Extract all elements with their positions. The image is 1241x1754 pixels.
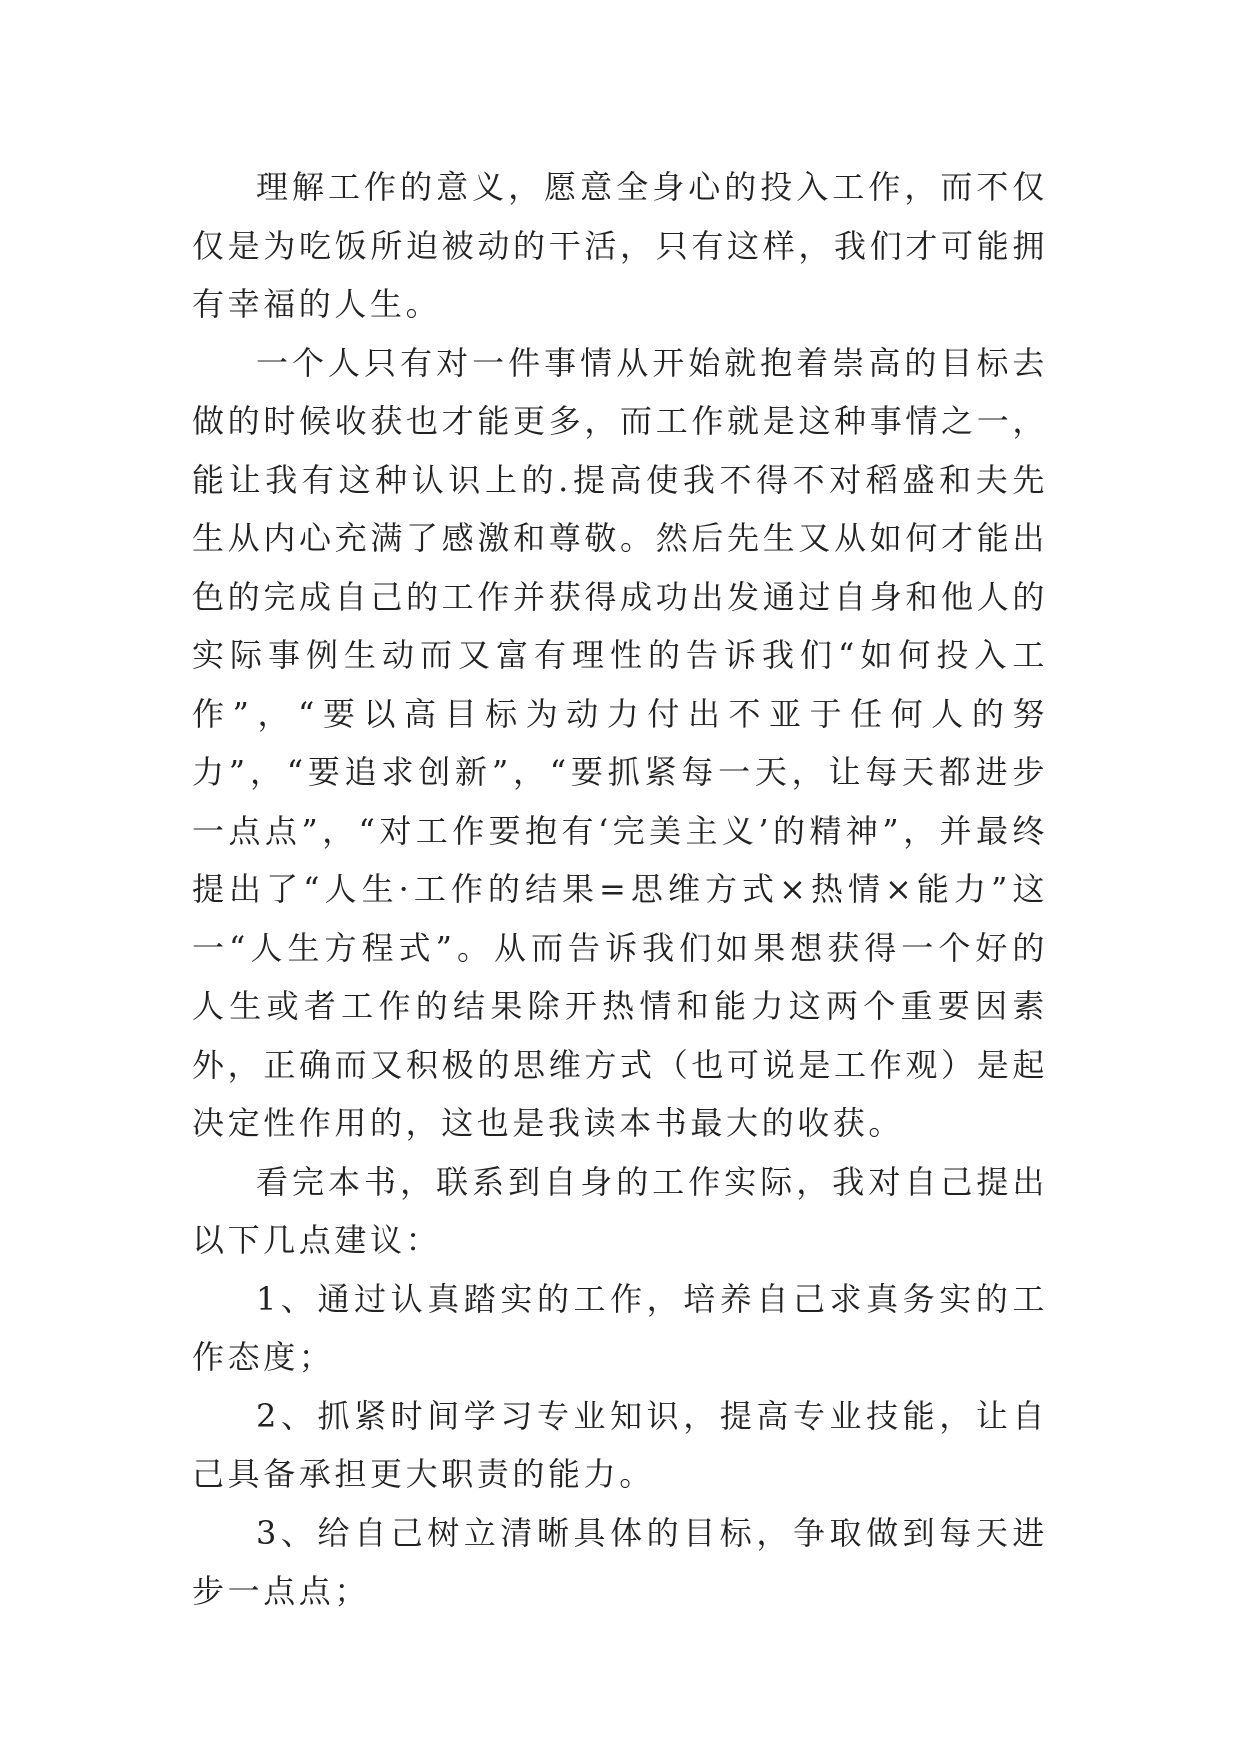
document-body	[192, 158, 1048, 1621]
paragraph-work-meaning: 理解工作的意义，愿意全身心的投入工作，而不仅仅是为吃饭所迫被动的干活，只有这样，我们才可能拥有幸福的人生。	[192, 168, 1048, 323]
paragraph-book-reflection: 一个人只有对一件事情从开始就抱着崇高的目标去做的时候收获也才能更多，而工作就是这种事情之一，能让我有这种认识上的.提高使我不得不对稻盛和夫先生从内心充满了感激和尊敬。然后先生又从如何才能出色的完成自己的工作并获得成功出发通过自身和他人的实际事例生动而又富有理性的告诉我们“如何投入工作”，“要以高目标为动力付出不亚于任何人的努力”，“要追求创新”，“要抓紧每一天，让每天都进步一点点”，“对工作要抱有‘完美主义’的精神”，并最终提出了“人生·工作的结果=思维方式×热情×能力”这一“人生方程式”。从而告诉我们如果想获得一个好的人生或者工作的结果除开热情和能力这两个重要因素外，正确而又积极的思维方式（也可说是工作观）是起决定性作用的，这也是我读本书最大的收获。	[192, 343, 1048, 1142]
paragraph-suggestions-intro: 看完本书，联系到自身的工作实际，我对自己提出以下几点建议：	[192, 1162, 1048, 1259]
suggestion-item-1: 1、通过认真踏实的工作，培养自己求真务实的工作态度；	[192, 1279, 1048, 1376]
suggestion-item-2: 2、抓紧时间学习专业知识，提高专业技能，让自己具备承担更大职责的能力。	[192, 1396, 1048, 1493]
suggestion-item-3: 3、给自己树立清晰具体的目标，争取做到每天进步一点点；	[192, 1513, 1048, 1610]
